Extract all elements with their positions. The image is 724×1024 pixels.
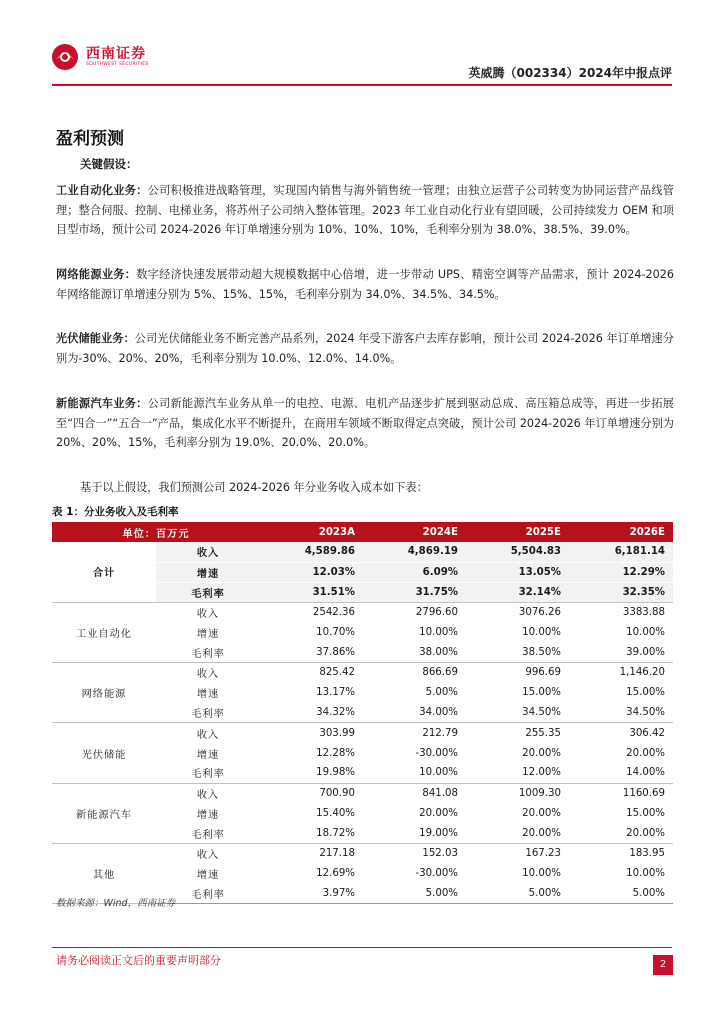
table-cell: 15.00% [522, 687, 561, 699]
table-cell: 3383.88 [622, 607, 665, 619]
row-label: 收入 [196, 609, 220, 621]
paragraph-pv-storage [56, 329, 674, 368]
table-cell: 10.00% [626, 627, 665, 639]
table-cell: 306.42 [629, 727, 665, 739]
row-label: 增速 [196, 870, 220, 882]
paragraph-nev [56, 394, 674, 453]
summary-sentence: 基于以上假设，我们预测公司 2024-2026 年分业务收入成本如下表： [80, 481, 428, 494]
segment-name: 光伏储能 [52, 723, 156, 783]
table-cell: 6,181.14 [569, 542, 673, 562]
table-cell: 34.50% [569, 703, 673, 723]
table-cell: 31.75% [363, 582, 466, 602]
table-cell: 255.35 [525, 727, 561, 739]
table-row [52, 542, 673, 562]
row-label: 毛利率 [156, 884, 260, 904]
table-cell: 20.00% [522, 747, 561, 759]
table-cell: 3.97% [260, 884, 363, 904]
row-label: 增速 [196, 629, 220, 641]
row-label: 增速 [196, 689, 220, 701]
row-label: 增速 [196, 749, 220, 761]
table-cell: 12.28% [316, 747, 355, 759]
table-cell: -30.00% [415, 747, 458, 759]
table-header-unit: 单位：百万元 [52, 522, 260, 542]
table-cell: 5.00% [569, 884, 673, 904]
table-cell: 6.09% [363, 562, 466, 582]
table-cell: 18.72% [260, 823, 363, 843]
paragraph-label: 光伏储能业务： [56, 332, 135, 345]
table-caption: 表 1：分业务收入及毛利率 [52, 506, 179, 518]
paragraph-label: 网络能源业务： [56, 268, 137, 281]
table-cell: 167.23 [525, 848, 561, 860]
table-cell: 841.08 [422, 788, 458, 800]
table-row [52, 602, 673, 622]
company-logo [50, 42, 149, 72]
table-cell: 12.29% [569, 562, 673, 582]
table-cell: 12.69% [316, 868, 355, 880]
section-title: 盈利预测 [56, 129, 124, 149]
paragraph-text: 数字经济快速发展带动超大规模数据中心倍增，进一步带动 UPS、精密空调等产品需求，预计 2024-2026 年网络能源订单增速分别为 5%、15%、15%，毛利率分别为 34.0%、34.5%、34.5%。 [56, 268, 674, 301]
table-cell: 183.95 [629, 848, 665, 860]
paragraph-text: 公司积极推进战略管理，实现国内销售与海外销售统一管理；由独立运营子公司转变为协同运营产品线管理；整合伺服、控制、电梯业务，将苏州子公司纳入整体管理。2023 年工业自动化行业有望回暖，公司持续发力 OEM 和项目型市场，预计公司 2024-2026 年订单增速分别为 10%、10%、10%，毛利率分别为 38.0%、38.5%、39.0%。 [56, 184, 674, 237]
table-cell: 4,589.86 [260, 542, 363, 562]
footer-divider [52, 947, 672, 948]
row-label: 收入 [196, 669, 220, 681]
table-cell: 13.05% [466, 562, 569, 582]
table-cell: 1009.30 [518, 788, 561, 800]
table-cell: 10.00% [522, 627, 561, 639]
data-source-note: 数据来源：Wind，西南证券 [56, 898, 176, 909]
table-cell: 20.00% [466, 823, 569, 843]
paragraph-label: 新能源汽车业务： [56, 397, 148, 410]
table-cell: 20.00% [569, 823, 673, 843]
table-cell: 5.00% [363, 884, 466, 904]
segment-name-total: 合计 [52, 542, 156, 602]
row-label: 增速 [156, 562, 260, 582]
page-number: 2 [653, 955, 673, 975]
table-cell: 303.99 [319, 727, 355, 739]
row-label: 毛利率 [156, 643, 260, 663]
paragraph-text: 公司光伏储能业务不断完善产品系列，2024 年受下游客户去库存影响，预计公司 2024-2026 年订单增速分别为-30%、20%、20%，毛利率分别为 10.0%、12.0%、14.0%。 [56, 332, 674, 365]
table-cell: 10.00% [626, 868, 665, 880]
table-cell: 866.69 [422, 667, 458, 679]
table-cell: 20.00% [522, 807, 561, 819]
row-label: 毛利率 [156, 582, 260, 602]
table-row [52, 663, 673, 683]
table-cell: 12.00% [466, 763, 569, 783]
table-cell: 15.00% [626, 807, 665, 819]
table-cell: 2796.60 [415, 607, 458, 619]
table-cell: 5,504.83 [466, 542, 569, 562]
table-cell: 19.98% [260, 763, 363, 783]
table-cell: 14.00% [569, 763, 673, 783]
logo-name-cn: 西南证券 [86, 46, 146, 62]
table-header-year: 2026E [569, 522, 673, 542]
table-cell: -30.00% [415, 868, 458, 880]
table-cell: 38.50% [466, 643, 569, 663]
table-header-year: 2025E [466, 522, 569, 542]
row-label: 收入 [196, 850, 220, 862]
table-cell: 20.00% [419, 807, 458, 819]
table-cell: 38.00% [363, 643, 466, 663]
table-cell: 5.00% [466, 884, 569, 904]
table-cell: 15.40% [316, 807, 355, 819]
table-cell: 152.03 [422, 848, 458, 860]
row-label: 毛利率 [156, 763, 260, 783]
table-header-row [52, 522, 673, 542]
paragraph-label: 工业自动化业务： [56, 184, 148, 197]
row-label: 毛利率 [156, 703, 260, 723]
logo-emblem-icon [50, 42, 80, 72]
table-cell: 12.03% [260, 562, 363, 582]
table-cell: 10.00% [419, 627, 458, 639]
table-cell: 10.00% [363, 763, 466, 783]
header-divider [52, 84, 672, 86]
row-label: 增速 [196, 809, 220, 821]
paragraph-text: 公司新能源汽车业务从单一的电控、电源、电机产品逐步扩展到驱动总成、高压箱总成等，再进一步拓展至“四合一”“五合一”产品，集成化水平不断提升，在商用车领域不断取得定点突破，预计公司 2024-2026 年订单增速分别为 20%、20%、15%，毛利率分别为 19.0%、20.0%、20.0%。 [56, 397, 674, 450]
segment-name: 工业自动化 [52, 602, 156, 662]
table-row [52, 783, 673, 803]
row-label: 收入 [196, 729, 220, 741]
logo-name-en: SOUTHWEST SECURITIES [86, 62, 149, 67]
segment-name: 新能源汽车 [52, 783, 156, 843]
paragraph-network-energy [56, 265, 674, 304]
table-cell: 32.35% [569, 582, 673, 602]
table-cell: 996.69 [525, 667, 561, 679]
page-header [0, 0, 724, 90]
table-cell: 212.79 [422, 727, 458, 739]
table-cell: 31.51% [260, 582, 363, 602]
segment-name: 其他 [52, 844, 156, 904]
table-cell: 10.00% [522, 868, 561, 880]
table-cell: 15.00% [626, 687, 665, 699]
row-label: 毛利率 [156, 823, 260, 843]
table-cell: 13.17% [316, 687, 355, 699]
revenue-margin-table [52, 522, 673, 904]
report-title: 英威腾（002334）2024年中报点评 [468, 66, 672, 80]
table-cell: 34.50% [466, 703, 569, 723]
table-cell: 825.42 [319, 667, 355, 679]
row-label: 收入 [156, 542, 260, 562]
table-cell: 39.00% [569, 643, 673, 663]
paragraph-industrial-automation [56, 181, 674, 240]
table-row [52, 844, 673, 864]
table-cell: 2542.36 [312, 607, 355, 619]
table-cell: 700.90 [319, 788, 355, 800]
table-header-year: 2023A [260, 522, 363, 542]
disclaimer-note: 请务必阅读正文后的重要声明部分 [56, 954, 221, 967]
key-assumptions-label: 关键假设： [80, 157, 138, 171]
segment-name: 网络能源 [52, 663, 156, 723]
table-cell: 19.00% [363, 823, 466, 843]
table-row [52, 723, 673, 743]
table-cell: 5.00% [425, 687, 458, 699]
table-header-year: 2024E [363, 522, 466, 542]
table-cell: 10.70% [316, 627, 355, 639]
table-cell: 20.00% [626, 747, 665, 759]
table-cell: 1,146.20 [619, 667, 665, 679]
table-cell: 37.86% [260, 643, 363, 663]
table-cell: 3076.26 [518, 607, 561, 619]
table-cell: 1160.69 [622, 788, 665, 800]
table-cell: 4,869.19 [363, 542, 466, 562]
table-cell: 32.14% [466, 582, 569, 602]
row-label: 收入 [196, 790, 220, 802]
table-cell: 217.18 [319, 848, 355, 860]
table-cell: 34.00% [363, 703, 466, 723]
table-cell: 34.32% [260, 703, 363, 723]
